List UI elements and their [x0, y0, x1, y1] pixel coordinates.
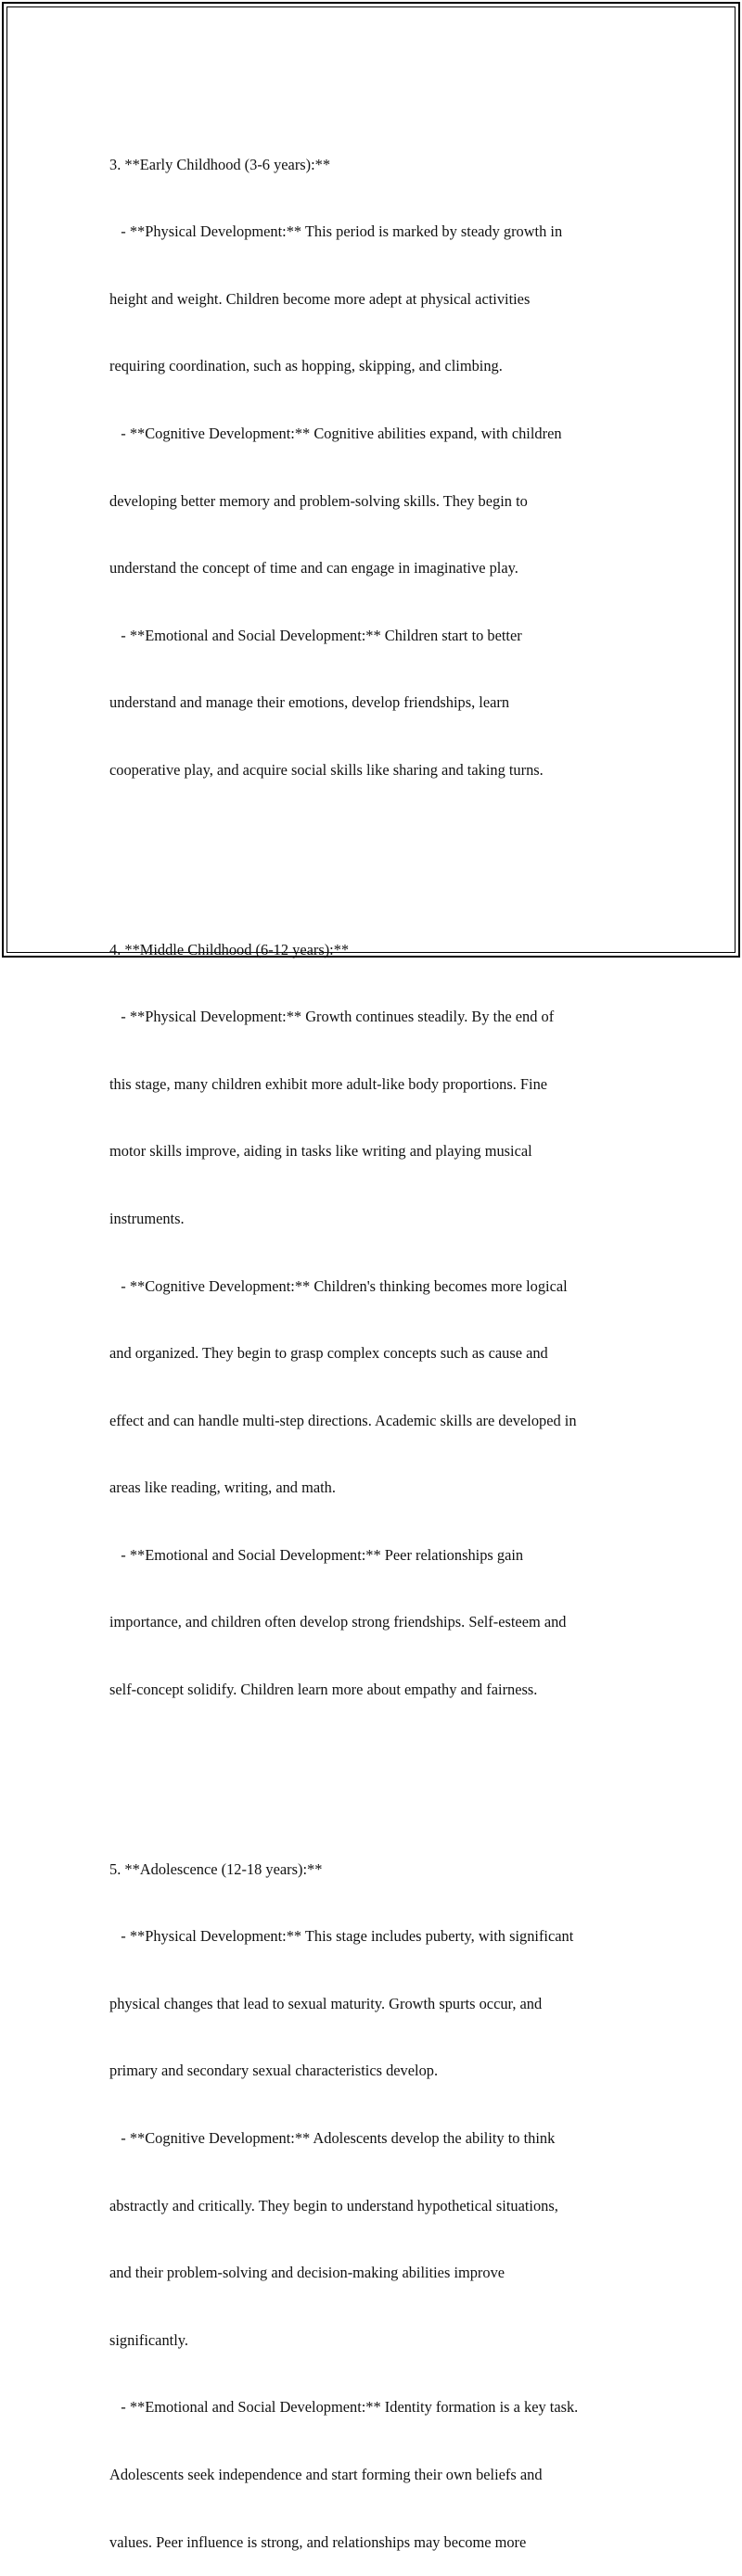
text-line: this stage, many children exhibit more adult-like body proportions. Fine [109, 1074, 548, 1093]
text-line: effect and can handle multi-step directions. Academic skills are developed in [109, 1411, 577, 1429]
text-line: - **Physical Development:** Growth continues steadily. By the end of [109, 1008, 555, 1026]
text-line: values. Peer influence is strong, and relationships may become more [109, 2532, 527, 2551]
text-line: requiring coordination, such as hopping, skipping, and climbing. [109, 357, 503, 375]
paragraph-gap [109, 1746, 643, 1769]
text-line: importance, and children often develop strong friendships. Self-esteem and [109, 1613, 567, 1631]
text-line: understand and manage their emotions, develop friendships, learn [109, 693, 510, 712]
section-heading-middle-childhood: 4. **Middle Childhood (6-12 years):** [109, 940, 350, 958]
text-line: primary and secondary sexual characteristics develop. [109, 2062, 439, 2080]
document-body [109, 86, 643, 2576]
text-line: and their problem-solving and decision-making abilities improve [109, 2264, 505, 2282]
text-line: Adolescents seek independence and start forming their own beliefs and [109, 2466, 543, 2484]
text-line: abstractly and critically. They begin to understand hypothetical situations, [109, 2196, 558, 2214]
text-line: height and weight. Children become more adept at physical activities [109, 289, 531, 308]
text-line: cooperative play, and acquire social skills like sharing and taking turns. [109, 760, 544, 779]
text-line: instruments. [109, 1209, 185, 1227]
text-line: motor skills improve, aiding in tasks like writing and playing musical [109, 1142, 532, 1161]
text-line: developing better memory and problem-solving skills. They begin to [109, 491, 528, 510]
text-line: - **Emotional and Social Development:** Peer relationships gain [109, 1545, 524, 1564]
text-line: - **Cognitive Development:** Children's thinking becomes more logical [109, 1276, 568, 1295]
text-line: - **Physical Development:** This stage includes puberty, with significant [109, 1927, 574, 1946]
text-line: - **Emotional and Social Development:** Children start to better [109, 626, 522, 644]
section-heading-early-childhood: 3. **Early Childhood (3-6 years):** [109, 155, 331, 173]
text-line: areas like reading, writing, and math. [109, 1478, 336, 1497]
section-heading-adolescence: 5. **Adolescence (12-18 years):** [109, 1859, 323, 1878]
text-line: physical changes that lead to sexual maturity. Growth spurts occur, and [109, 1994, 543, 2012]
text-line: self-concept solidify. Children learn more about empathy and fairness. [109, 1681, 538, 1699]
text-line: significantly. [109, 2330, 188, 2349]
text-line: - **Physical Development:** This period is marked by steady growth in [109, 222, 563, 241]
paragraph-gap [109, 827, 643, 849]
text-line: and organized. They begin to grasp complex concepts such as cause and [109, 1344, 548, 1363]
text-line: - **Cognitive Development:** Cognitive abilities expand, with children [109, 424, 562, 442]
text-line: - **Emotional and Social Development:** Identity formation is a key task. [109, 2398, 579, 2417]
text-line: understand the concept of time and can engage in imaginative play. [109, 559, 518, 577]
text-line: - **Cognitive Development:** Adolescents develop the ability to think [109, 2129, 556, 2148]
